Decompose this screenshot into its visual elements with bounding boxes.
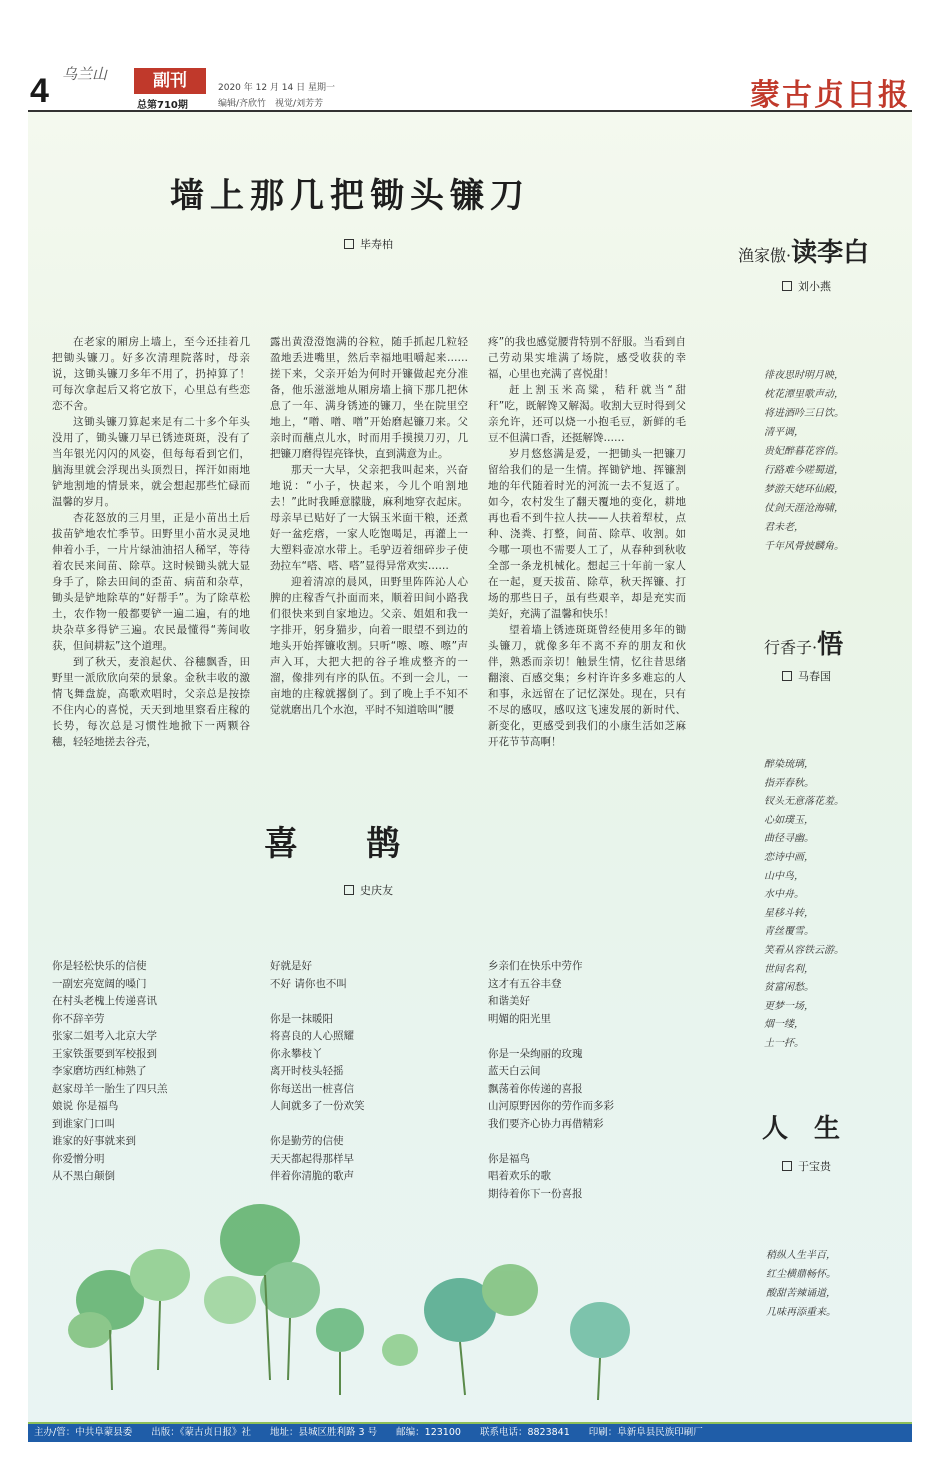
stanza-gap — [488, 1133, 688, 1151]
poem1-body — [764, 366, 884, 556]
poem-line: 离开时枝头轻摇 — [270, 1065, 344, 1077]
poem-line: 王家铁蛋要到军校报到 — [52, 1047, 157, 1060]
poem-line: 期待着你下一份喜报 — [488, 1187, 583, 1200]
poem-line: 贵妃醉暮花容俏。 — [764, 446, 844, 457]
poem-line: 枕花潭里歌声动， — [764, 389, 844, 400]
footer-phone: 联系电话：8823841 — [479, 1427, 570, 1438]
poem2-title-prefix: 行香子· — [764, 638, 818, 657]
poem-line: 你是勤劳的信使 — [270, 1135, 344, 1147]
poem-line: 在村头老槐上传递喜讯 — [52, 995, 157, 1007]
poem-line: 更梦一场， — [764, 1000, 814, 1012]
poem2-byline — [782, 668, 831, 684]
article-author: 毕寿柏 — [360, 238, 393, 251]
poem-line: 人间就多了一份欢笑 — [270, 1100, 365, 1112]
poem2-author: 马春国 — [798, 670, 831, 683]
paragraph: 到了秋天，麦浪起伏、谷穗飘香，田野里一派欣欣向荣的景象。金秋丰收的激情飞舞盘旋，高歌欢唱时，父亲总是按捺不住内心的喜悦，天天到地里察看庄稼的长势，每次总是习惯性地掀下一两颗谷穗，轻轻地搓去谷壳， — [52, 656, 250, 748]
poem-line: 醉染琉璃， — [764, 759, 814, 770]
poem-line: 行路难今嗟蜀道， — [764, 465, 844, 476]
poem-line: 山河原野因你的劳作而多彩 — [488, 1100, 614, 1112]
poem-line: 唱着欢乐的歌 — [488, 1170, 551, 1182]
poem-line: 你是一抹暖阳 — [270, 1012, 333, 1025]
poem-line: 李家磨坊西红柿熟了 — [52, 1065, 147, 1077]
poem-line: 天天都起得那样早 — [270, 1152, 354, 1165]
poem-line: 水中舟。 — [764, 889, 804, 901]
editors: 编辑/齐欣竹 视觉/刘芳芳 — [218, 99, 324, 109]
poem-line: 明媚的阳光里 — [488, 1012, 551, 1025]
poem3-title: 人 生 — [762, 1114, 841, 1144]
poem2-title-main: 悟 — [817, 630, 844, 660]
poem-line: 星移斗转， — [764, 907, 814, 919]
poem-line: 笑看从容铁云游。 — [764, 944, 844, 956]
poem-line: 指弄春秋。 — [764, 777, 814, 789]
poem-line: 将进酒吟三日饮。 — [764, 408, 844, 419]
poem-line: 你是福鸟 — [488, 1152, 530, 1165]
poem-line: 不好 请你也不叫 — [270, 977, 347, 990]
paragraph: 迎着清凉的晨风，田野里阵阵沁人心脾的庄稼香气扑面而来，顺着田间小路我们很快来到自家地边。父亲、姐姐和我一字排开，躬身猫步，向着一眼望不到边的地头开始挥镰收割。只听“嚓、嚓、嚓”声声入耳，大把大把的谷子堆成整齐的一溜，像排列有序的队伍。不到一会儿，一亩地的庄稼就撂倒了。到了晚上手不知不觉就磨出几个水泡，平时不知道啥叫“腰 — [270, 576, 468, 716]
paragraph: 这锄头镰刀算起来足有二十多个年头没用了，锄头镰刀早已锈迹斑斑，没有了当年银光闪闪的风姿，但每每看到它们，脑海里就会浮现出头顶烈日，挥汗如雨地铲地割地的情景来，就会想起那些忙碌而温馨的岁月。 — [52, 416, 250, 508]
poem-line: 酸甜苦辣诵道， — [766, 1288, 836, 1299]
article-title: 墙上那几把锄头镰刀 — [170, 176, 530, 216]
poem-line: 你不辞辛劳 — [52, 1012, 105, 1025]
poem-line: 土一抔。 — [764, 1037, 804, 1049]
poem-line: 一副宏亮宽阔的嗓门 — [52, 977, 147, 990]
poem-line: 心如璞玉， — [764, 814, 814, 826]
poem-line: 张家二姐考入北京大学 — [52, 1030, 157, 1042]
square-icon — [344, 885, 354, 895]
poem-line: 将喜良的人心照耀 — [270, 1030, 354, 1042]
poem-line: 娘说 你是福鸟 — [52, 1100, 119, 1112]
poem4-column-3 — [488, 958, 688, 1203]
issue-date: 2020 年 12 月 14 日 星期一 — [218, 83, 335, 93]
tree-illustration — [40, 1180, 760, 1410]
poem-line: 几味再添重来。 — [766, 1307, 836, 1318]
poem-line: 清平调， — [764, 427, 804, 438]
poem-line: 蓝天白云间 — [488, 1065, 541, 1077]
square-icon — [782, 1161, 792, 1171]
footer-printer: 印刷：阜新阜县民族印刷厂 — [588, 1427, 703, 1438]
poem-line: 到谁家门口叫 — [52, 1117, 115, 1130]
poem-line: 伴着你清脆的歌声 — [270, 1170, 354, 1182]
poem-line: 千年风骨披麟角。 — [764, 541, 844, 552]
square-icon — [782, 281, 792, 291]
masthead: 蒙古贞日报 — [750, 78, 910, 113]
poem-line: 稍纵人生半百， — [766, 1250, 836, 1261]
poem4-byline — [344, 882, 393, 898]
paragraph: 那天一大早，父亲把我叫起来，兴奋地说：“小子，快起来，今儿个咱割地去！”此时我睡意朦胧，麻利地穿衣起床。母亲早已贴好了一大锅玉米面干粮，还煮好一盆疙瘩，一家人吃饱喝足，再灌上一大塑料壶凉水带上。毛驴迈着细碎步子使劲拉车“嗒、嗒、嗒”显得异常欢实…… — [270, 464, 468, 572]
paragraph: 疼”的我也感觉腰背特别不舒服。当看到自己劳动果实堆满了场院，感受收获的幸福，心里也充满了喜悦甜！ — [488, 336, 686, 380]
poem-line: 好就是好 — [270, 960, 312, 972]
stanza-gap — [488, 1028, 688, 1046]
poem-line: 你爱憎分明 — [52, 1152, 105, 1165]
poem4-column-2 — [270, 958, 470, 1186]
column-logo: 乌兰山 — [62, 65, 108, 83]
footer-address: 地址：县城区胜利路 3 号 — [270, 1427, 378, 1438]
poem-line: 从不黑白颠倒 — [52, 1170, 115, 1182]
poem-line: 我们要齐心协力再借精彩 — [488, 1117, 604, 1130]
page-footer — [28, 1424, 912, 1442]
paragraph: 杏花怒放的三月里，正是小苗出土后拔苗铲地农忙季节。田野里小苗水灵灵地伸着小手，一片片绿油油招人稀罕，等待着农民来间苗、除草。这时候锄头就大显身手了，除去田间的歪苗、病苗和杂草，锄头是铲地除草的“好帮手”。为了除草松土，农作物一般都要铲一遍二遍，有的地块杂草多得铲三遍。农民最懂得“莠间收获，但间耕耘”这个道理。 — [52, 512, 250, 652]
poem1-byline — [782, 278, 831, 294]
poem2-title — [764, 624, 843, 661]
stanza-gap — [270, 1116, 470, 1134]
poem-line: 乡亲们在快乐中劳作 — [488, 960, 583, 972]
issue-number: 总第710期 — [137, 100, 188, 111]
paragraph: 露出黄澄澄饱满的谷粒，随手抓起几粒轻盈地丢进嘴里，然后幸福地咀嚼起来……搓下来，父亲开始为何时开镰做起充分准备，他乐滋滋地从厢房墙上摘下那几把休息了一年、满身锈迹的镰刀，坐在院里空地上，“噌、噌、噌”开始磨起镰刀来。父亲时而蘸点儿水，时而用手摸摸刀刃，几把镰刀磨得锃亮锋快，直到满意为止。 — [270, 336, 468, 460]
poem-line: 恋诗中画， — [764, 851, 814, 863]
poem-line: 君未老， — [764, 522, 804, 533]
poem-line: 烟一缕， — [764, 1019, 804, 1031]
stanza-gap — [270, 993, 470, 1011]
poem-line: 曲径寻幽。 — [764, 833, 814, 845]
poem3-body — [766, 1246, 886, 1322]
paragraph: 岁月悠悠满是爱，一把锄头一把镰刀留给我们的是一生情。挥锄铲地、挥镰割地的年代随着时光的河流一去不复返了。如今，农村发生了翻天覆地的变化，耕地再也看不到牛拉人扶——人扶着犁杖，点种、浇粪、打整，间苗、除草、收割。如今哪一项也不需要人工了，从春种到秋收全部一条龙机械化。想起三十年前一家人在一起，夏天拔苗、除草，秋天挥镰、打场的那些日子，虽有些艰辛，却是充实而美好，充满了温馨和快乐！ — [488, 448, 686, 620]
poem1-author: 刘小燕 — [798, 280, 831, 293]
poem-line: 贫富闲愁。 — [764, 982, 814, 994]
poem1-title-prefix: 渔家傲· — [738, 246, 792, 265]
poem4-column-1 — [52, 958, 252, 1186]
poem-line: 山中鸟， — [764, 870, 804, 882]
poem-line: 你永攀枝丫 — [270, 1047, 323, 1060]
poem-line: 青丝覆雪。 — [764, 926, 814, 938]
poem4-title: 喜 鹊 — [264, 824, 400, 864]
poem-line: 飘荡着你传递的喜报 — [488, 1082, 583, 1095]
poem-line: 谁家的好事就来到 — [52, 1135, 136, 1147]
poem-line: 你每送出一桩喜信 — [270, 1082, 354, 1095]
poem-line: 赵家母羊一胎生了四只羔 — [52, 1082, 168, 1095]
poem-line: 世间名利， — [764, 963, 814, 975]
square-icon — [344, 239, 354, 249]
paragraph: 赶上割玉米高粱，秸秆就当“甜秆”吃，既解馋又解渴。收割大豆时得到父亲允许，还可以烧一小抱毛豆，新鲜的毛豆不但满口香，还挺解馋…… — [488, 384, 686, 444]
poem-line: 徘夜思时明月映， — [764, 370, 844, 381]
paragraph: 望着墙上锈迹斑斑曾经使用多年的锄头镰刀，就像多年不离不弃的朋友和伙伴，熟悉而亲切！触景生情，忆往昔思绪翻滚、百感交集；乡村许许多多难忘的人和事，永远留在了记忆深处。现在，只有不尽的感叹，感叹这飞速发展的新时代、新变化，更感受到我们的小康生活如芝麻开花节节高啊！ — [488, 624, 686, 748]
paragraph: 在老家的厢房上墙上，至今还挂着几把锄头镰刀。好多次清理院落时，母亲说，这锄头镰刀多年不用了，扔掉算了！可每次拿起后又将它放下，心里总有些恋恋不舍。 — [52, 336, 250, 412]
poem-line: 钗头无意落花羞。 — [764, 796, 844, 808]
poem-line: 仗剑天涯沧海啸， — [764, 503, 844, 514]
poem3-byline — [782, 1158, 831, 1174]
poem3-author: 于宝贵 — [798, 1160, 831, 1173]
poem-line: 你是一朵绚丽的玫瑰 — [488, 1047, 583, 1060]
poem-line: 你是轻松快乐的信使 — [52, 960, 147, 972]
article-column-3 — [488, 334, 686, 750]
poem2-body — [764, 756, 884, 1054]
article-column-2 — [270, 334, 468, 718]
poem1-title — [738, 232, 869, 269]
poem-line: 这才有五谷丰登 — [488, 977, 562, 990]
page-number: 4 — [30, 72, 49, 110]
section-badge: 副刊 — [134, 68, 206, 94]
footer-publisher: 出版：《蒙古贞日报》社 — [151, 1427, 251, 1438]
poem1-title-main: 读李白 — [791, 238, 870, 268]
article-byline — [344, 236, 393, 252]
poem-line: 红尘横鼎畅怀。 — [766, 1269, 836, 1280]
article-column-1 — [52, 334, 250, 750]
poem-line: 和谐美好 — [488, 995, 530, 1007]
footer-postcode: 邮编：123100 — [396, 1427, 461, 1438]
poem-line: 梦游天姥环仙殿， — [764, 484, 844, 495]
footer-sponsor: 主办/管：中共阜蒙县委 — [34, 1427, 133, 1438]
poem4-author: 史庆友 — [360, 884, 393, 897]
square-icon — [782, 671, 792, 681]
